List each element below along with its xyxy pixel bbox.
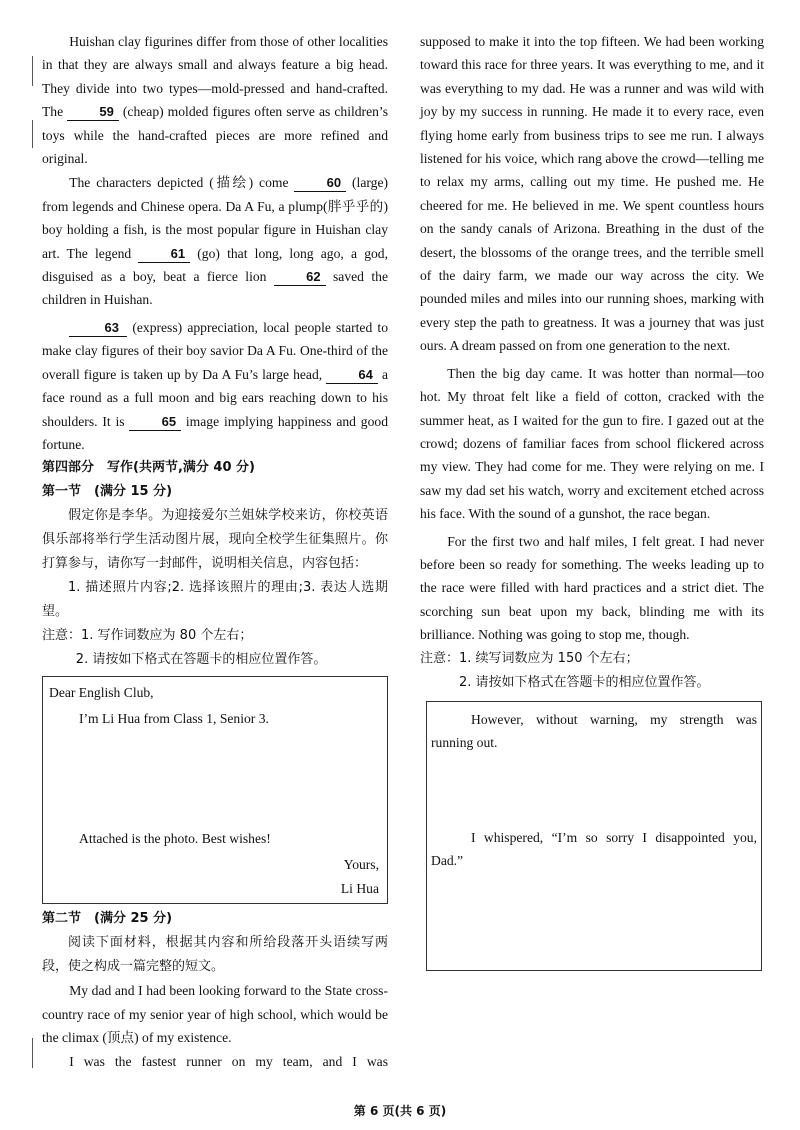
left-column [42, 30, 388, 1073]
blank-63[interactable]: 63 [69, 320, 127, 337]
passage-paragraph-3: 63 (express) appreciation, local people started to make clay figures of their boy savior Da A Fu. One-third of the overall figure is taken up by Da A Fu’s large head, 64 a face round as a full moon and big ears reaching down to his shoulders. It is 65 image implying happiness and good fortune. [42, 319, 388, 452]
blank-60[interactable]: 60 [294, 175, 346, 192]
binding-margin-line [32, 56, 33, 86]
section2-note-1: 注意：1. 续写词数应为 150 个左右； [420, 650, 639, 666]
binding-margin-line [32, 1038, 33, 1068]
section2-title: 第二节 (满分 25 分) [42, 911, 173, 927]
letter-sign-yours: Yours, [343, 857, 379, 873]
letter-closing: Attached is the photo. Best wishes! [79, 831, 271, 847]
page-number: 第 6 页(共 6 页) [353, 1104, 447, 1118]
part4-title: 第四部分 写作(共两节,满分 40 分) [42, 460, 255, 476]
story-paragraph-1: My dad and I had been looking forward to the State cross-country race of my senior year of high school, which would be the climax (顶点) of my existence. [42, 983, 388, 1046]
section1-points: 1. 描述照片内容;2. 选择该照片的理由;3. 表达人选期望。 [42, 580, 388, 620]
story-paragraph-2-start: I was the fastest runner on my team, and I was [69, 1053, 388, 1069]
blank-61[interactable]: 61 [138, 246, 190, 263]
binding-margin-line [32, 120, 33, 148]
blank-59[interactable]: 59 [67, 104, 119, 121]
story-paragraph-2-cont: supposed to make it into the top fifteen. We had been working toward this race for three years. It was everything to me, and it was everything to my dad. He was a runner and was wild with joy by my success in running. He made it to every race, even flying home early from business trips to see me run. I always listened for his voice, which rang above the crowd—telling me to relax my arms, calling out my time. He pushed me. He cheered for me. He believed in me. We spent countless hours on the sandy canals of Arizona. Breathing in the dust of the desert, the blossoms of the orange trees, and the terrible smell of the dairy farm, we made our way across the city. We pounded miles and miles into our running shoes, marking with every step the path to greatness. It was a journey that was just ours. A dream passed on from one generation to the next. [420, 34, 764, 354]
letter-sign-name: Li Hua [340, 881, 379, 897]
letter-opening: I’m Li Hua from Class 1, Senior 3. [79, 711, 269, 727]
section2-instruction: 阅读下面材料，根据其内容和所给段落开头语续写两段，使之构成一篇完整的短文。 [42, 935, 388, 975]
passage-paragraph-2: The characters depicted (描绘) come 60 (large) from legends and Chinese opera. Da A Fu, a plump(胖乎乎的) boy holding a fish, is the most popular figure in Huishan clay art. The legend 61 (go) that long, long ago, a god, disguised as a boy, beat a fierce lion 62 saved the children in Huishan. [42, 175, 389, 308]
right-column [420, 30, 764, 971]
letter-salutation: Dear English Club, [49, 685, 154, 701]
section1-note-1: 注意：1. 写作词数应为 80 个左右； [42, 628, 253, 644]
continuation-start-1: However, without warning, my strength was running out. [431, 711, 757, 750]
blank-65[interactable]: 65 [129, 414, 181, 431]
section1-title: 第一节 (满分 15 分) [42, 484, 173, 500]
section2-note-2: 2. 请按如下格式在答题卡的相应位置作答。 [459, 674, 710, 690]
blank-62[interactable]: 62 [274, 269, 326, 286]
blank-64[interactable]: 64 [326, 367, 378, 384]
story-paragraph-3: Then the big day came. It was hotter than normal—too hot. My throat felt like a field of cotton, cracked with the summer heat, as I waited for the gun to fire. I gazed out at the crowd; dozens of familiar faces from school flickered across my view. They had come for me. They were relying on me. I saw my dad set his watch, worry and excitement etched across his face. With the sound of a gunshot, the race began. [420, 365, 764, 522]
passage-paragraph-1: Huishan clay figurines differ from those of other localities in that they are always small and always feature a big head. They divide into two types—mold-pressed and hand-crafted. The 59 (cheap) molded figures often serve as children’s toys while the hand-crafted pieces are more refined and original. [42, 34, 388, 167]
continuation-answer-box[interactable] [426, 701, 762, 971]
section1-prompt: 假定你是李华。为迎接爱尔兰姐妹学校来访，你校英语俱乐部将举行学生活动图片展，现向全校学生征集照片。你打算参与，请你写一封邮件，说明相关信息，内容包括： [42, 508, 388, 572]
continuation-start-2: I whispered, “I’m so sorry I disappointed you, Dad.” [431, 829, 757, 868]
section1-note-2: 2. 请按如下格式在答题卡的相应位置作答。 [75, 652, 327, 668]
story-paragraph-4: For the first two and half miles, I felt great. I had never before been so ready for something. The weeks leading up to the race were filled with hard practices and a strict diet. The scorching sun beat upon my back, blinding me with its brilliance. Nothing was going to stop me, though. [420, 533, 764, 643]
letter-answer-box[interactable] [42, 676, 388, 904]
